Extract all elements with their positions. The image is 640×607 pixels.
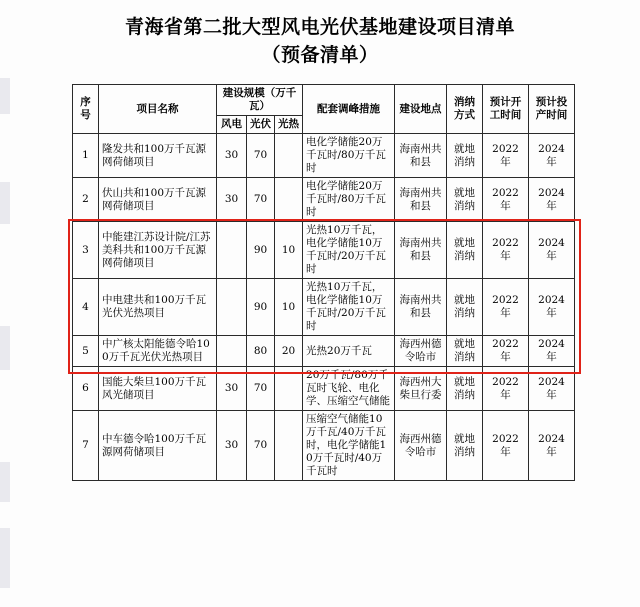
table-row bbox=[73, 279, 575, 336]
header-seq: 序号 bbox=[73, 85, 99, 134]
cell-start: 2022 年 bbox=[483, 279, 529, 336]
cell-seq: 1 bbox=[73, 134, 99, 178]
cell-project-name: 中能建江苏设计院/江苏美科共和100万千瓦源网荷储项目 bbox=[99, 222, 217, 279]
cell-peak: 光热10万千瓦，电化学储能10万千瓦时/20万千瓦时 bbox=[303, 222, 395, 279]
table-row bbox=[73, 336, 575, 367]
header-wind: 风电 bbox=[217, 116, 247, 134]
cell-project-name: 中广核太阳能德令哈100万千瓦光伏光热项目 bbox=[99, 336, 217, 367]
table-row bbox=[73, 222, 575, 279]
cell-start: 2022 年 bbox=[483, 336, 529, 367]
cell-use: 就地消纳 bbox=[447, 279, 483, 336]
cell-project-name: 隆发共和100万千瓦源网荷储项目 bbox=[99, 134, 217, 178]
cell-use: 就地消纳 bbox=[447, 222, 483, 279]
cell-prod: 2024 年 bbox=[529, 279, 575, 336]
header-pv: 光伏 bbox=[247, 116, 275, 134]
cell-wind: 30 bbox=[217, 367, 247, 411]
title-line-2: （预备清单） bbox=[261, 44, 379, 66]
cell-wind: 30 bbox=[217, 178, 247, 222]
cell-seq: 3 bbox=[73, 222, 99, 279]
cell-use: 就地消纳 bbox=[447, 411, 483, 481]
cell-use: 就地消纳 bbox=[447, 367, 483, 411]
page-edge-mark-5 bbox=[0, 528, 10, 588]
project-list-table bbox=[72, 84, 575, 481]
cell-site: 海南州共和县 bbox=[395, 178, 447, 222]
cell-start: 2022 年 bbox=[483, 134, 529, 178]
table-row bbox=[73, 178, 575, 222]
page-edge-mark-3 bbox=[0, 326, 10, 370]
cell-peak: 压缩空气储能10万千瓦/40万千瓦时，电化学储能10万千瓦时/40万千瓦时 bbox=[303, 411, 395, 481]
cell-solar bbox=[275, 178, 303, 222]
cell-seq: 5 bbox=[73, 336, 99, 367]
cell-solar: 10 bbox=[275, 279, 303, 336]
cell-pv: 90 bbox=[247, 279, 275, 336]
cell-start: 2022 年 bbox=[483, 222, 529, 279]
cell-wind bbox=[217, 279, 247, 336]
cell-site: 海南州共和县 bbox=[395, 279, 447, 336]
cell-prod: 2024 年 bbox=[529, 367, 575, 411]
cell-peak: 20万千瓦/80万千瓦时飞轮、电化学、压缩空气储能 bbox=[303, 367, 395, 411]
cell-pv: 70 bbox=[247, 178, 275, 222]
cell-seq: 2 bbox=[73, 178, 99, 222]
header-start-time: 预计开工时间 bbox=[483, 85, 529, 134]
cell-use: 就地消纳 bbox=[447, 336, 483, 367]
cell-site: 海南州共和县 bbox=[395, 222, 447, 279]
cell-prod: 2024 年 bbox=[529, 222, 575, 279]
cell-prod: 2024 年 bbox=[529, 178, 575, 222]
cell-solar: 10 bbox=[275, 222, 303, 279]
cell-project-name: 中电建共和100万千瓦光伏光热项目 bbox=[99, 279, 217, 336]
header-peak-measures: 配套调峰措施 bbox=[303, 85, 395, 134]
cell-wind bbox=[217, 222, 247, 279]
cell-solar bbox=[275, 411, 303, 481]
table-row bbox=[73, 367, 575, 411]
cell-solar: 20 bbox=[275, 336, 303, 367]
table-row bbox=[73, 134, 575, 178]
cell-project-name: 伏山共和100万千瓦源网荷储项目 bbox=[99, 178, 217, 222]
cell-peak: 电化学储能20万千瓦时/80万千瓦时 bbox=[303, 178, 395, 222]
cell-seq: 7 bbox=[73, 411, 99, 481]
header-prod-time: 预计投产时间 bbox=[529, 85, 575, 134]
header-solar-thermal: 光热 bbox=[275, 116, 303, 134]
cell-site: 海西州德令哈市 bbox=[395, 411, 447, 481]
cell-use: 就地消纳 bbox=[447, 134, 483, 178]
cell-pv: 90 bbox=[247, 222, 275, 279]
cell-site: 海西州德令哈市 bbox=[395, 336, 447, 367]
cell-project-name: 国能大柴旦100万千瓦风光储项目 bbox=[99, 367, 217, 411]
cell-peak: 光热20万千瓦 bbox=[303, 336, 395, 367]
table-row bbox=[73, 411, 575, 481]
cell-solar bbox=[275, 134, 303, 178]
cell-wind: 30 bbox=[217, 134, 247, 178]
cell-seq: 6 bbox=[73, 367, 99, 411]
cell-start: 2022 年 bbox=[483, 178, 529, 222]
cell-wind: 30 bbox=[217, 411, 247, 481]
header-site: 建设地点 bbox=[395, 85, 447, 134]
header-project-name: 项目名称 bbox=[99, 85, 217, 134]
cell-seq: 4 bbox=[73, 279, 99, 336]
cell-pv: 70 bbox=[247, 367, 275, 411]
cell-prod: 2024 年 bbox=[529, 134, 575, 178]
cell-site: 海西州大柴旦行委 bbox=[395, 367, 447, 411]
cell-prod: 2024 年 bbox=[529, 411, 575, 481]
cell-solar bbox=[275, 367, 303, 411]
cell-pv: 70 bbox=[247, 411, 275, 481]
cell-prod: 2024 年 bbox=[529, 336, 575, 367]
cell-start: 2022 年 bbox=[483, 411, 529, 481]
cell-project-name: 中车德令哈100万千瓦源网荷储项目 bbox=[99, 411, 217, 481]
document-title bbox=[0, 14, 640, 68]
cell-pv: 80 bbox=[247, 336, 275, 367]
header-scale-group: 建设规模（万千瓦） bbox=[217, 85, 303, 116]
table-header-row-1 bbox=[73, 85, 575, 116]
title-line-1: 青海省第二批大型风电光伏基地建设项目清单 bbox=[124, 16, 515, 38]
header-consumption: 消纳方式 bbox=[447, 85, 483, 134]
cell-site: 海南州共和县 bbox=[395, 134, 447, 178]
cell-use: 就地消纳 bbox=[447, 178, 483, 222]
cell-pv: 70 bbox=[247, 134, 275, 178]
cell-start: 2022 年 bbox=[483, 367, 529, 411]
page-edge-mark-2 bbox=[0, 182, 10, 224]
cell-peak: 光热10万千瓦，电化学储能10万千瓦时/20万千瓦时 bbox=[303, 279, 395, 336]
page-edge-mark-4 bbox=[0, 462, 10, 502]
page-edge-mark-1 bbox=[0, 78, 10, 114]
cell-peak: 电化学储能20万千瓦时/80万千瓦时 bbox=[303, 134, 395, 178]
cell-wind bbox=[217, 336, 247, 367]
